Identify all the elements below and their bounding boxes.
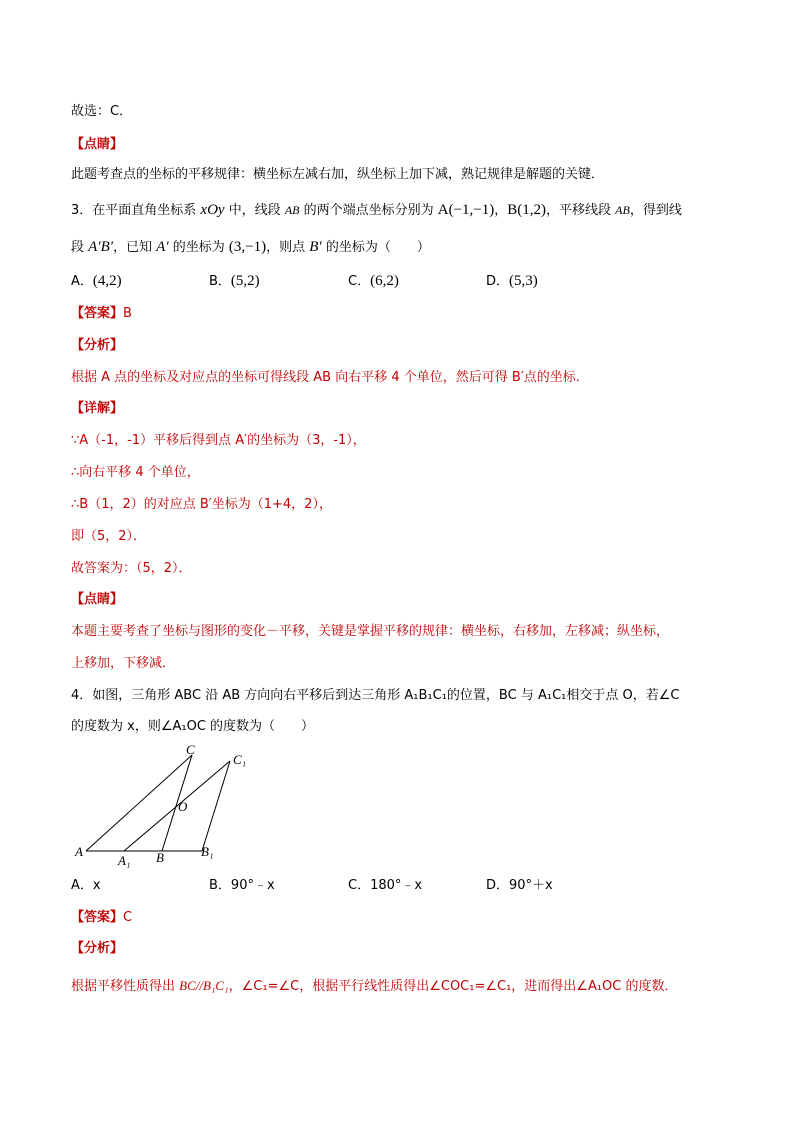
q3-xiangjie-tag: 【详解】 (71, 401, 124, 416)
q3-answer: 【答案】B (71, 306, 132, 321)
q4-stem-line2: 的度数为 x，则∠A₁OC 的度数为（ ） (71, 719, 315, 734)
q3-xiangjie-line: ∴B（1，2）的对应点 B′坐标为（1+4，2）， (71, 497, 332, 512)
q3-dianjing-tag: 【点睛】 (71, 592, 124, 607)
q4-fenxi-text: 根据平移性质得出 BC//B₁C₁，∠C₁=∠C，根据平行线性质得出∠COC₁=∠C₁，进而得出∠A₁OC 的度数． (71, 978, 678, 994)
q4-option-d: D．90°＋x (486, 878, 553, 893)
q3-xiangjie-line: 故答案为：（5，2）． (71, 561, 192, 576)
q2-dianjing-text: 此题考查点的坐标的平移规律：横坐标左减右加，纵坐标上加下减，熟记规律是解题的关键． (71, 167, 605, 182)
label-o: O (178, 799, 188, 814)
q3-xiangjie-line: 即（5，2）． (71, 529, 147, 544)
translated-triangles-figure (60, 735, 260, 870)
label-a1: A₁ (118, 853, 131, 868)
q3-stem-line2: 段 A′B′，已知 A′ 的坐标为 (3,−1)，则点 B′ 的坐标为（ ） (71, 239, 430, 255)
q3-fenxi-text: 根据 A 点的坐标及对应点的坐标可得线段 AB 向右平移 4 个单位，然后可得 B′点的坐标． (71, 370, 589, 385)
q3-xiangjie-line: ∴向右平移 4 个单位， (71, 465, 200, 480)
q4-stem-line1: 4．如图，三角形 ABC 沿 AB 方向向右平移后到达三角形 A₁B₁C₁的位置，BC 与 A₁C₁相交于点 O，若∠C (71, 688, 680, 703)
q3-dianjing-line: 本题主要考查了坐标与图形的变化－平移，关键是掌握平移的规律：横坐标，右移加，左移减；纵坐标， (71, 624, 670, 639)
q4-answer: 【答案】C (71, 910, 133, 925)
q2-choice: 故选：C． (71, 104, 133, 119)
label-c: C (186, 742, 195, 757)
q3-option-a: A．(4,2) (71, 273, 122, 289)
q4-option-a: A．x (71, 878, 101, 893)
q3-option-b: B．(5,2) (209, 273, 260, 289)
segment-a-c (86, 755, 192, 851)
label-a: A (75, 844, 83, 859)
q3-option-d: D．(5,3) (486, 273, 538, 289)
q3-dianjing-line: 上移加，下移减． (71, 656, 176, 671)
q3-fenxi-tag: 【分析】 (71, 338, 124, 353)
q3-xiangjie-line: ∵A（-1，-1）平移后得到点 A′的坐标为（3，-1）， (71, 433, 366, 448)
q4-fenxi-tag: 【分析】 (71, 941, 124, 956)
q4-option-c: C．180°﹣x (348, 878, 423, 893)
label-b: B (156, 850, 164, 865)
label-c1: C₁ (233, 752, 247, 767)
segment-a1-c1 (124, 761, 230, 851)
segment-c1-b1 (202, 761, 230, 851)
label-b1: B₁ (201, 844, 214, 859)
segment-c-b (162, 755, 192, 851)
q3-option-c: C．(6,2) (348, 273, 399, 289)
q2-dianjing-tag: 【点睛】 (71, 137, 124, 152)
q3-stem-line1: 3．在平面直角坐标系 xOy 中，线段 AB 的两个端点坐标分别为 A(−1,−1)，B(1,2)，平移线段 AB，得到线 (71, 202, 682, 218)
q4-option-b: B．90°﹣x (209, 878, 275, 893)
